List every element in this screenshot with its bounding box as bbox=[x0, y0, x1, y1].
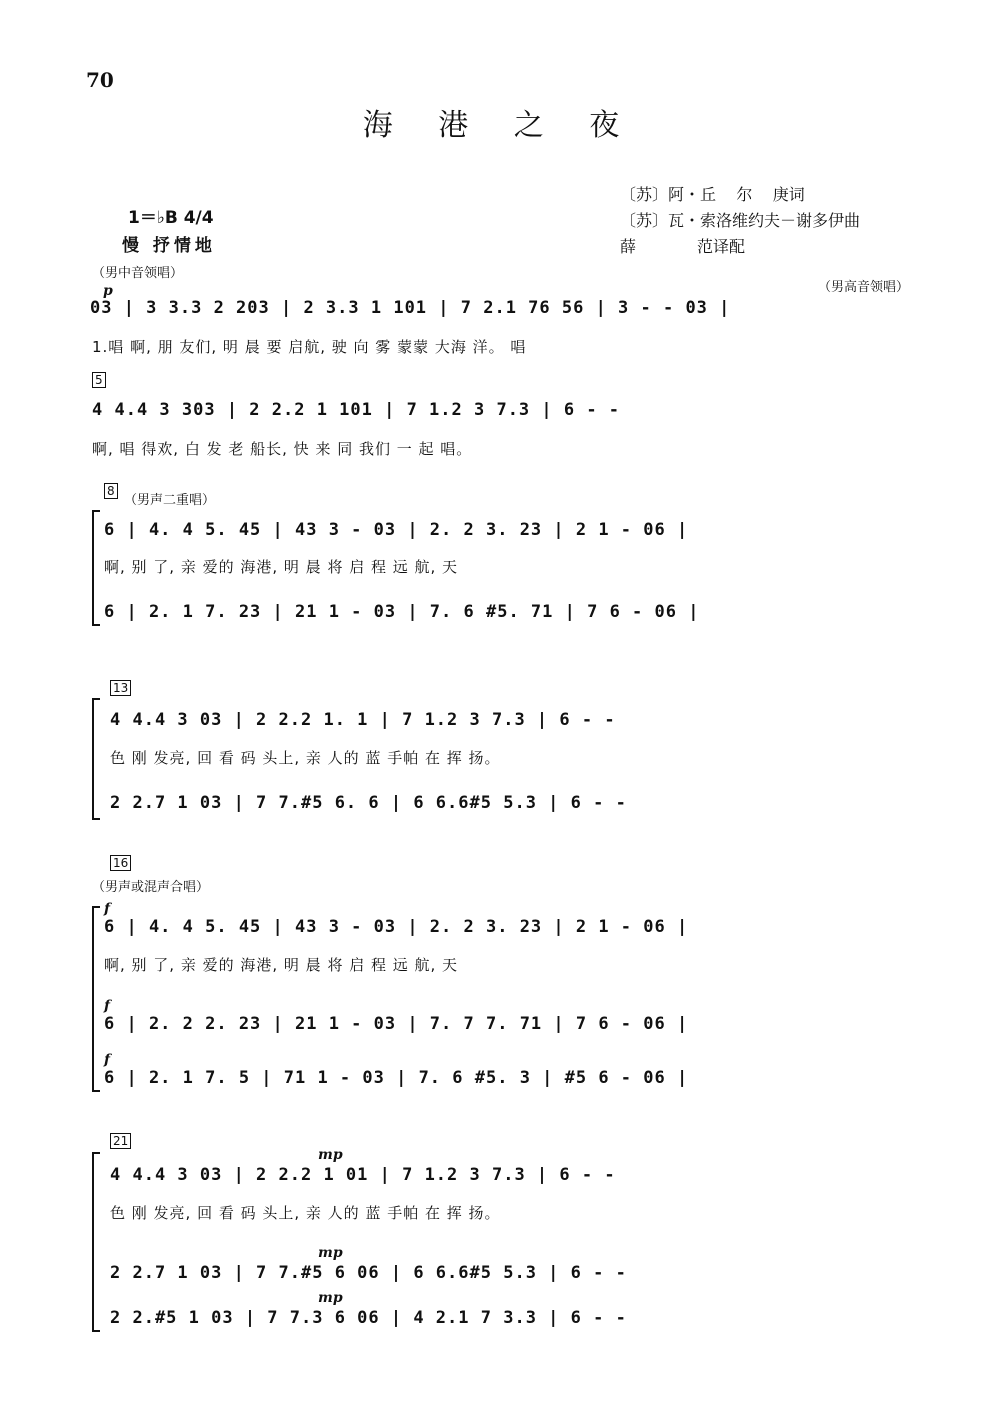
lyrics-line: 色 刚 发亮, 回 看 码 头上, 亲 人的 蓝 手帕 在 挥 扬。 bbox=[110, 749, 501, 767]
dynamic-marking: mp bbox=[318, 1245, 343, 1261]
lyrics-line: 色 刚 发亮, 回 看 码 头上, 亲 人的 蓝 手帕 在 挥 扬。 bbox=[110, 1204, 501, 1222]
measure-number: 5 bbox=[92, 372, 106, 388]
system-bracket bbox=[92, 510, 100, 626]
measure-number: 21 bbox=[110, 1133, 131, 1149]
notation-line: 4 4.4 3 303 | 2 2.2 1 101 | 7 1.2 3 7.3 | 6 - - bbox=[92, 400, 621, 420]
dynamic-marking: f bbox=[104, 901, 111, 917]
notation-line: 2 2.7 1 03 | 7 7.#5 6 06 | 6 6.6#5 5.3 | 6 - - bbox=[110, 1263, 627, 1283]
system-bracket bbox=[92, 698, 100, 820]
notation-line: 6 | 4. 4 5. 45 | 43 3 - 03 | 2. 2 3. 23 | 2 1 - 06 | bbox=[104, 520, 689, 540]
dynamic-marking: f bbox=[104, 1052, 111, 1068]
lyrics-line: 啊, 别 了, 亲 爱的 海港, 明 晨 将 启 程 远 航, 天 bbox=[104, 956, 459, 974]
measure-number: 16 bbox=[110, 855, 131, 871]
dynamic-marking: mp bbox=[318, 1290, 343, 1306]
dynamic-marking: f bbox=[104, 998, 111, 1014]
notation-line: 6 | 2. 2 2. 23 | 21 1 - 03 | 7. 7 7. 71 | 7 6 - 06 | bbox=[104, 1014, 689, 1034]
system-bracket bbox=[92, 1152, 100, 1332]
lyrics-line: 啊, 别 了, 亲 爱的 海港, 明 晨 将 启 程 远 航, 天 bbox=[104, 558, 459, 576]
notation-line: 6 | 2. 1 7. 23 | 21 1 - 03 | 7. 6 #5. 71 | 7 6 - 06 | bbox=[104, 602, 700, 622]
role-label: （男中音领唱） bbox=[92, 266, 184, 281]
lyricist-credit: 〔苏〕阿・丘 尔 庚词 bbox=[620, 185, 805, 204]
composer-credit: 〔苏〕瓦・索洛维约夫－谢多伊曲 bbox=[620, 211, 861, 230]
lyrics-line: 1.唱 啊, 朋 友们, 明 晨 要 启航, 驶 向 雾 蒙蒙 大海 洋。 唱 bbox=[92, 338, 527, 356]
tempo-marking: 慢 抒情地 bbox=[122, 236, 216, 256]
system-bracket bbox=[92, 906, 100, 1092]
notation-line: 03 | 3 3.3 2 203 | 2 3.3 1 101 | 7 2.1 76 56 | 3 - - 03 | bbox=[90, 298, 731, 318]
song-title: 海 港 之 夜 bbox=[362, 108, 638, 143]
credits bbox=[620, 182, 860, 260]
notation-line: 4 4.4 3 03 | 2 2.2 1. 1 | 7 1.2 3 7.3 | 6 - - bbox=[110, 710, 616, 730]
notation-line: 6 | 2. 1 7. 5 | 71 1 - 03 | 7. 6 #5. 3 | #5 6 - 06 | bbox=[104, 1068, 689, 1088]
dynamic-marking: mp bbox=[318, 1147, 343, 1163]
key-signature: 1＝♭B 4/4 bbox=[128, 208, 214, 228]
page-number: 70 bbox=[86, 68, 114, 92]
role-label: （男声或混声合唱） bbox=[92, 880, 210, 895]
notation-line: 2 2.#5 1 03 | 7 7.3 6 06 | 4 2.1 7 3.3 | 6 - - bbox=[110, 1308, 627, 1328]
measure-number: 13 bbox=[110, 680, 131, 696]
arranger-credit: 薛 范译配 bbox=[620, 237, 746, 256]
role-label: （男声二重唱） bbox=[124, 493, 216, 508]
measure-number: 8 bbox=[104, 483, 118, 499]
lyrics-line: 啊, 唱 得欢, 白 发 老 船长, 快 来 同 我们 一 起 唱。 bbox=[92, 440, 473, 458]
notation-line: 6 | 4. 4 5. 45 | 43 3 - 03 | 2. 2 3. 23 | 2 1 - 06 | bbox=[104, 917, 689, 937]
notation-line: 2 2.7 1 03 | 7 7.#5 6. 6 | 6 6.6#5 5.3 | 6 - - bbox=[110, 793, 627, 813]
role-label-right: （男高音领唱） bbox=[818, 280, 910, 295]
notation-line: 4 4.4 3 03 | 2 2.2 1 01 | 7 1.2 3 7.3 | 6 - - bbox=[110, 1165, 616, 1185]
dynamic-marking: p bbox=[103, 283, 113, 299]
